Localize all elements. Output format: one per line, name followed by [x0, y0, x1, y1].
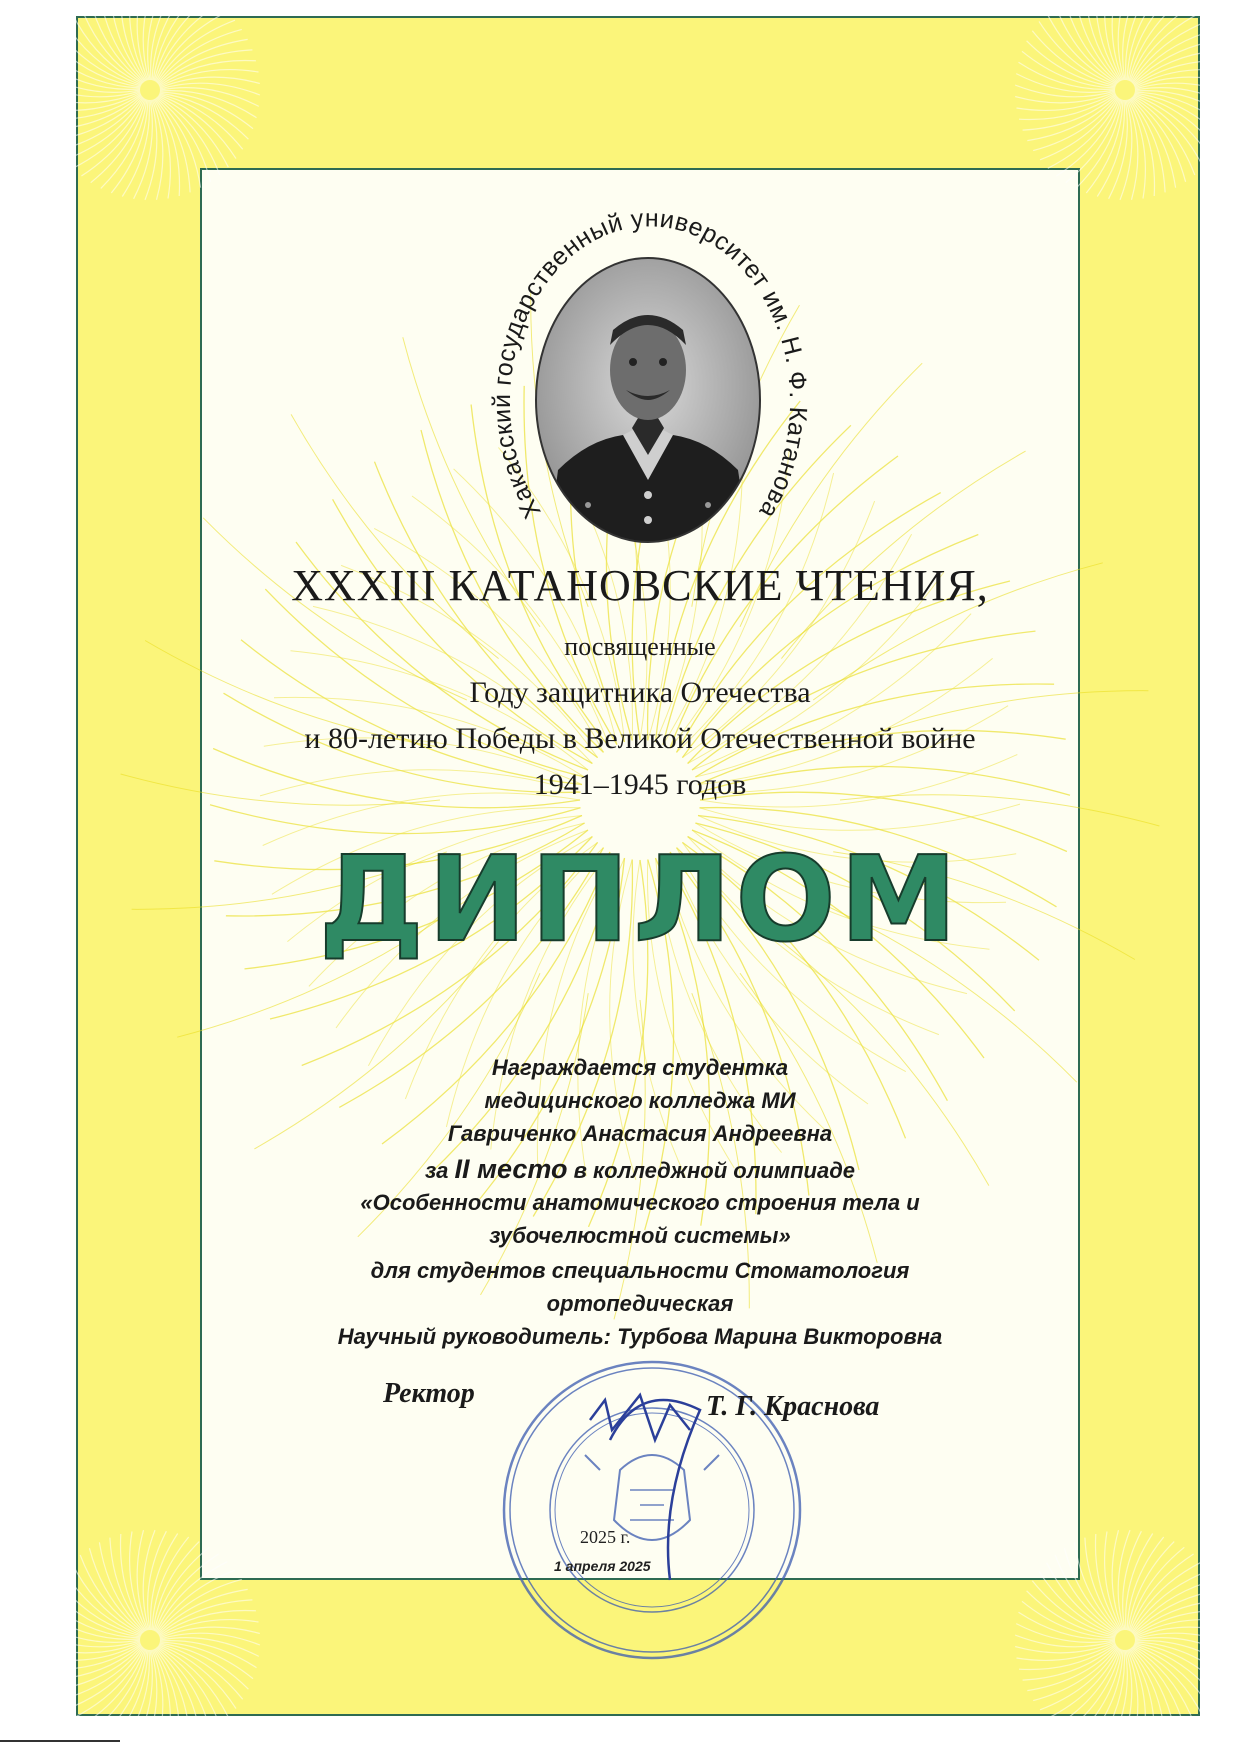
- dedication-line-3: и 80-летию Победы в Великой Отечественной войне: [304, 722, 976, 755]
- award-line-7: для студентов специальности Стоматология: [370, 1258, 910, 1283]
- award-place-suffix: в колледжной олимпиаде: [567, 1158, 856, 1183]
- rector-name: Т. Г. Краснова: [706, 1391, 880, 1422]
- diploma-heading: ДИПЛОМ: [318, 830, 962, 968]
- issue-date: 1 апреля 2025: [554, 1558, 651, 1574]
- award-line-2: медицинского колледжа МИ: [484, 1088, 796, 1113]
- award-place: II место: [454, 1154, 568, 1184]
- year-label: 2025 г.: [580, 1527, 631, 1547]
- supervisor-line: Научный руководитель: Турбова Марина Викторовна: [337, 1324, 943, 1349]
- rector-title: Ректор: [383, 1378, 475, 1409]
- scan-edge-line: [0, 1740, 120, 1742]
- award-line-5: «Особенности анатомического строения тела и: [360, 1190, 920, 1215]
- award-recipient: Гавриченко Анастасия Андреевна: [447, 1121, 833, 1146]
- dedication-line-2: Году защитника Отечества: [469, 676, 811, 709]
- award-line-8: ортопедическая: [546, 1291, 734, 1316]
- dedication-line-1: посвященные: [564, 632, 716, 661]
- dedication-line-4: 1941–1945 годов: [533, 768, 747, 801]
- award-line-1: Награждается студентка: [491, 1055, 789, 1080]
- award-line-6: зубочелюстной системы»: [489, 1223, 791, 1248]
- award-place-prefix: за: [424, 1158, 455, 1183]
- university-name: Хакасский государственный университет им. Н. Ф. Катанова: [487, 204, 813, 524]
- event-title: XXXIII КАТАНОВСКИЕ ЧТЕНИЯ,: [291, 561, 989, 610]
